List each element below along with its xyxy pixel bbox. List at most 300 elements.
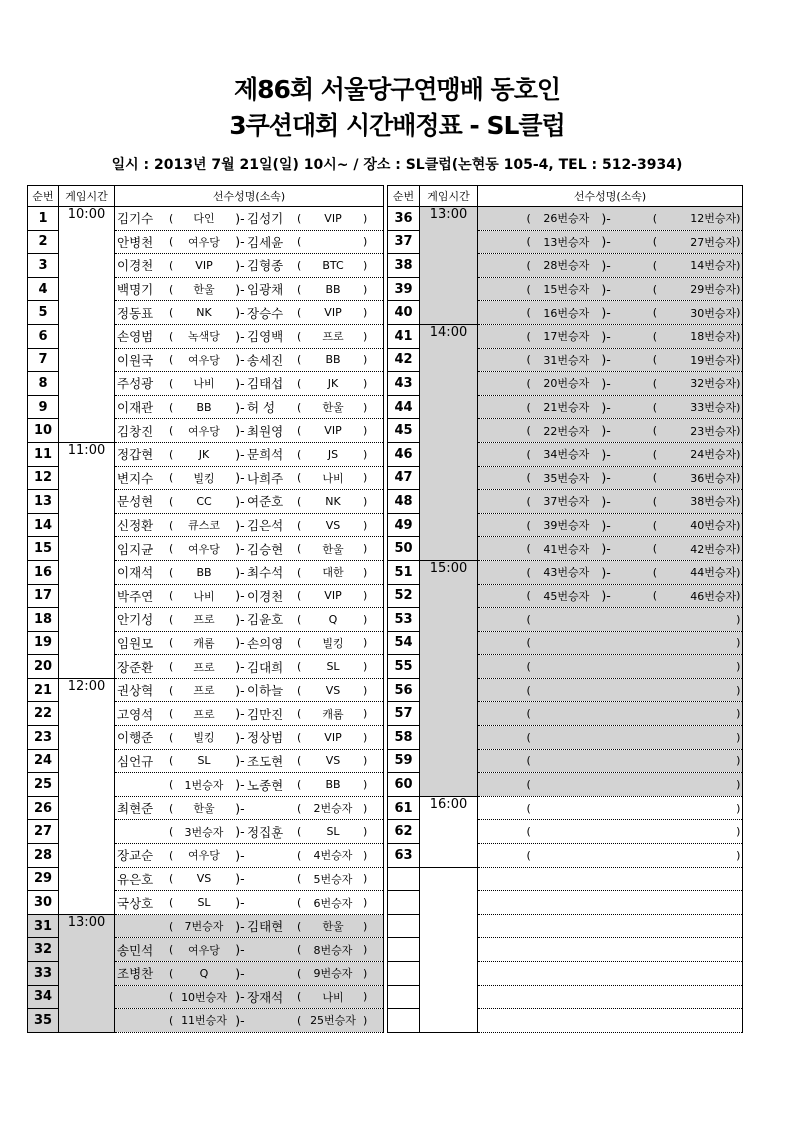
dash: )- <box>235 1012 245 1028</box>
paren-open: ( <box>297 707 302 721</box>
dash: )- <box>235 753 245 769</box>
paren-open: ( <box>297 801 302 815</box>
table-row <box>388 207 743 231</box>
players-line <box>478 301 742 324</box>
paren-close: ) <box>736 282 741 296</box>
player1-club: 여우당 <box>188 849 220 863</box>
players-cell <box>115 348 384 372</box>
players-cell <box>115 914 384 938</box>
player2-club: 12번승자 <box>690 212 737 226</box>
player1-club: 여우당 <box>188 235 220 249</box>
players-line <box>478 372 742 395</box>
match-number: 41 <box>388 324 420 348</box>
paren-open: ( <box>526 494 531 508</box>
table-row <box>28 678 384 702</box>
paren-close: ) <box>363 1013 368 1027</box>
match-number: 2 <box>28 230 59 254</box>
player2-club: 29번승자 <box>690 283 737 297</box>
paren-close: ) <box>736 211 741 225</box>
paren-close: ) <box>736 825 741 839</box>
player2-name: 정상범 <box>247 730 284 746</box>
player2-club: VIP <box>324 306 342 320</box>
paren-open: ( <box>169 919 174 933</box>
player1-name: 김창진 <box>117 423 154 439</box>
player1-club: 43번승자 <box>543 566 590 580</box>
player1-name: 임지균 <box>117 541 154 557</box>
paren-open: ( <box>526 424 531 438</box>
match-number: 46 <box>388 442 420 466</box>
player1-club: 프로 <box>193 707 215 721</box>
paren-close: ) <box>363 872 368 886</box>
paren-open: ( <box>297 778 302 792</box>
players-cell <box>478 442 743 466</box>
player1-club: 37번승자 <box>543 495 590 509</box>
match-number: 10 <box>28 419 59 443</box>
player1-club: 45번승자 <box>543 589 590 603</box>
player1-club: 캐롬 <box>193 636 215 650</box>
match-number: 63 <box>388 844 420 868</box>
paren-open: ( <box>526 376 531 390</box>
player2-name: 김태현 <box>247 919 284 935</box>
paren-close: ) <box>363 400 368 414</box>
dash: )- <box>601 564 611 580</box>
match-number: 47 <box>388 466 420 490</box>
paren-close: ) <box>363 848 368 862</box>
players-cell <box>478 207 743 231</box>
player2-club: SL <box>326 660 340 674</box>
players-cell <box>478 1009 743 1033</box>
players-cell <box>478 655 743 679</box>
match-number: 3 <box>28 254 59 278</box>
dash: )- <box>601 305 611 321</box>
players-cell <box>115 608 384 632</box>
player2-club: 빌킹 <box>322 636 344 650</box>
paren-open: ( <box>526 730 531 744</box>
players-line <box>115 868 383 891</box>
player1-name: 주성광 <box>117 376 154 392</box>
player2-name: 이하늘 <box>247 683 284 699</box>
dash: )- <box>235 375 245 391</box>
header-no: 순번 <box>388 186 420 207</box>
match-number: 48 <box>388 490 420 514</box>
paren-open: ( <box>526 612 531 626</box>
players-cell <box>115 1009 384 1033</box>
player2-club: 46번승자 <box>690 589 737 603</box>
paren-open: ( <box>297 329 302 343</box>
player2-club: VS <box>325 754 341 768</box>
paren-close: ) <box>736 329 741 343</box>
dash: )- <box>235 847 245 863</box>
paren-open: ( <box>652 258 657 272</box>
player2-club: 캐롬 <box>322 707 344 721</box>
header-row <box>388 186 743 207</box>
player2-club: 한울 <box>322 401 344 415</box>
paren-open: ( <box>297 282 302 296</box>
match-number: 15 <box>28 537 59 561</box>
player1-club: 여우당 <box>188 542 220 556</box>
paren-open: ( <box>652 542 657 556</box>
paren-open: ( <box>169 565 174 579</box>
match-number: 6 <box>28 324 59 348</box>
players-cell <box>115 490 384 514</box>
game-time: 16:00 <box>420 796 478 867</box>
match-number: 62 <box>388 820 420 844</box>
dash: )- <box>235 729 245 745</box>
player1-club: 여우당 <box>188 353 220 367</box>
title-line-2: 3쿠션대회 시간배정표 - SL클럽 <box>229 111 565 140</box>
players-cell <box>478 749 743 773</box>
match-number: 58 <box>388 726 420 750</box>
paren-open: ( <box>169 282 174 296</box>
players-line <box>115 962 383 985</box>
table-row <box>28 914 384 938</box>
paren-close: ) <box>736 542 741 556</box>
schedule-table-right <box>387 185 743 1033</box>
player1-name: 이원국 <box>117 352 154 368</box>
paren-close: ) <box>736 636 741 650</box>
dash: )- <box>601 234 611 250</box>
paren-open: ( <box>297 400 302 414</box>
players-line <box>115 278 383 301</box>
players-cell <box>478 702 743 726</box>
paren-close: ) <box>363 966 368 980</box>
paren-open: ( <box>169 376 174 390</box>
players-line <box>115 514 383 537</box>
player1-club: 7번승자 <box>184 920 224 934</box>
dash: )- <box>235 541 245 557</box>
player1-club: 10번승자 <box>181 990 227 1004</box>
players-line <box>478 702 742 725</box>
paren-open: ( <box>526 211 531 225</box>
paren-open: ( <box>297 872 302 886</box>
dash: )- <box>235 659 245 675</box>
players-cell <box>115 301 384 325</box>
player1-club: 17번승자 <box>543 330 590 344</box>
player2-name: 최수석 <box>247 565 284 581</box>
paren-open: ( <box>652 400 657 414</box>
player2-name: 정집훈 <box>247 824 284 840</box>
player2-name: 나희주 <box>247 470 284 486</box>
paren-open: ( <box>526 660 531 674</box>
players-line <box>478 726 742 749</box>
paren-close: ) <box>363 990 368 1004</box>
players-line <box>115 773 383 796</box>
match-number: 53 <box>388 608 420 632</box>
match-number: 13 <box>28 490 59 514</box>
players-line <box>478 231 742 254</box>
player1-name: 유은호 <box>117 871 154 887</box>
paren-open: ( <box>526 825 531 839</box>
player1-name: 백명기 <box>117 282 154 298</box>
paren-open: ( <box>526 848 531 862</box>
players-line <box>115 207 383 230</box>
player1-club: 31번승자 <box>543 353 590 367</box>
player2-club: 30번승자 <box>690 306 737 320</box>
players-cell <box>115 466 384 490</box>
dash: )- <box>235 777 245 793</box>
player1-club: JK <box>198 447 210 461</box>
player2-name: 노종현 <box>247 777 284 793</box>
players-line <box>115 820 383 843</box>
player1-club: 녹색당 <box>188 330 220 344</box>
paren-open: ( <box>169 660 174 674</box>
paren-close: ) <box>363 801 368 815</box>
players-cell <box>478 230 743 254</box>
table-row <box>388 324 743 348</box>
player1-club: 21번승자 <box>543 401 590 415</box>
game-time: 13:00 <box>59 914 115 1032</box>
paren-open: ( <box>652 424 657 438</box>
dash: )- <box>235 423 245 439</box>
paren-close: ) <box>736 376 741 390</box>
match-number <box>388 914 420 938</box>
player1-club: Q <box>199 966 209 980</box>
players-line <box>478 443 742 466</box>
players-cell <box>115 820 384 844</box>
match-number: 60 <box>388 773 420 797</box>
match-number: 59 <box>388 749 420 773</box>
dash: )- <box>601 493 611 509</box>
player1-name: 정동표 <box>117 305 154 321</box>
players-cell <box>478 796 743 820</box>
paren-open: ( <box>652 376 657 390</box>
match-number: 55 <box>388 655 420 679</box>
paren-open: ( <box>169 683 174 697</box>
players-cell <box>478 466 743 490</box>
match-number: 30 <box>28 891 59 915</box>
players-line <box>478 278 742 301</box>
match-number: 36 <box>388 207 420 231</box>
player2-name: 조도현 <box>247 753 284 769</box>
dash: )- <box>601 541 611 557</box>
paren-open: ( <box>169 353 174 367</box>
players-cell <box>115 891 384 915</box>
players-cell <box>115 726 384 750</box>
paren-close: ) <box>363 825 368 839</box>
paren-open: ( <box>169 896 174 910</box>
dash: )- <box>235 611 245 627</box>
player2-name: 장재석 <box>247 989 284 1005</box>
paren-open: ( <box>297 825 302 839</box>
players-cell <box>478 277 743 301</box>
match-number: 54 <box>388 631 420 655</box>
players-line <box>478 773 742 796</box>
player1-club: 13번승자 <box>543 235 590 249</box>
player2-club: VS <box>325 683 341 697</box>
paren-open: ( <box>169 235 174 249</box>
players-line <box>478 561 742 584</box>
paren-open: ( <box>169 636 174 650</box>
player1-club: 빌킹 <box>193 731 215 745</box>
player1-name: 손영범 <box>117 329 154 345</box>
paren-close: ) <box>736 730 741 744</box>
dash: )- <box>235 706 245 722</box>
match-number: 50 <box>388 537 420 561</box>
players-cell <box>478 608 743 632</box>
paren-open: ( <box>297 235 302 249</box>
dash: )- <box>235 800 245 816</box>
player1-club: SL <box>197 896 211 910</box>
players-cell <box>115 678 384 702</box>
player2-name: 김은석 <box>247 518 284 534</box>
paren-close: ) <box>363 683 368 697</box>
title-line-1: 제86회 서울당구연맹배 동호인 <box>234 75 560 104</box>
players-cell <box>115 560 384 584</box>
player2-name: 최원영 <box>247 423 284 439</box>
player1-club: SL <box>197 754 211 768</box>
paren-open: ( <box>526 518 531 532</box>
match-number: 44 <box>388 395 420 419</box>
dash: )- <box>601 423 611 439</box>
dash: )- <box>601 352 611 368</box>
player2-name: 손의영 <box>247 635 284 651</box>
match-number: 45 <box>388 419 420 443</box>
player1-name: 김기수 <box>117 211 154 227</box>
paren-open: ( <box>169 1013 174 1027</box>
match-number: 27 <box>28 820 59 844</box>
players-cell <box>115 395 384 419</box>
player2-club: 5번승자 <box>313 872 353 886</box>
paren-open: ( <box>652 353 657 367</box>
paren-open: ( <box>169 400 174 414</box>
player1-club: VIP <box>195 258 213 272</box>
players-cell <box>478 891 743 915</box>
paren-close: ) <box>363 943 368 957</box>
players-line <box>478 396 742 419</box>
paren-close: ) <box>363 660 368 674</box>
players-line <box>115 372 383 395</box>
paren-open: ( <box>297 589 302 603</box>
players-line <box>478 844 742 867</box>
players-cell <box>115 442 384 466</box>
paren-open: ( <box>297 353 302 367</box>
match-number: 37 <box>388 230 420 254</box>
players-cell <box>478 419 743 443</box>
dash: )- <box>235 989 245 1005</box>
paren-open: ( <box>297 848 302 862</box>
paren-close: ) <box>363 424 368 438</box>
players-cell <box>115 796 384 820</box>
match-number: 51 <box>388 560 420 584</box>
paren-open: ( <box>652 494 657 508</box>
player1-name: 안병천 <box>117 234 154 250</box>
players-cell <box>478 962 743 986</box>
player1-club: 1번승자 <box>184 778 224 792</box>
dash: )- <box>235 588 245 604</box>
player1-club: 여우당 <box>188 424 220 438</box>
players-cell <box>478 773 743 797</box>
paren-open: ( <box>169 848 174 862</box>
match-number <box>388 891 420 915</box>
player1-name: 최현준 <box>117 801 154 817</box>
dash: )- <box>601 328 611 344</box>
match-number: 24 <box>28 749 59 773</box>
paren-open: ( <box>526 353 531 367</box>
players-line <box>115 797 383 820</box>
players-line <box>115 655 383 678</box>
paren-open: ( <box>297 612 302 626</box>
player1-club: 39번승자 <box>543 519 590 533</box>
player1-club: 22번승자 <box>543 424 590 438</box>
paren-close: ) <box>363 235 368 249</box>
paren-open: ( <box>526 778 531 792</box>
player2-name: 김형종 <box>247 258 284 274</box>
dash: )- <box>235 564 245 580</box>
players-cell <box>115 254 384 278</box>
players-line <box>115 915 383 938</box>
paren-open: ( <box>297 542 302 556</box>
paren-open: ( <box>169 943 174 957</box>
paren-close: ) <box>736 660 741 674</box>
match-number: 11 <box>28 442 59 466</box>
paren-open: ( <box>297 1013 302 1027</box>
dash: )- <box>235 210 245 226</box>
player1-name: 변지수 <box>117 470 154 486</box>
paren-open: ( <box>297 211 302 225</box>
player1-name: 안기성 <box>117 612 154 628</box>
dash: )- <box>601 281 611 297</box>
match-number: 31 <box>28 914 59 938</box>
paren-open: ( <box>526 565 531 579</box>
players-line <box>115 443 383 466</box>
player1-club: 11번승자 <box>181 1014 227 1028</box>
players-cell <box>115 844 384 868</box>
player2-club: 40번승자 <box>690 519 737 533</box>
player2-club: 44번승자 <box>690 566 737 580</box>
player1-name: 이경천 <box>117 258 154 274</box>
players-line <box>478 632 742 655</box>
players-line <box>478 537 742 560</box>
paren-close: ) <box>363 589 368 603</box>
match-number: 57 <box>388 702 420 726</box>
player1-club: BB <box>196 565 212 579</box>
players-cell <box>478 985 743 1009</box>
paren-close: ) <box>736 447 741 461</box>
player1-name: 조병찬 <box>117 966 154 982</box>
paren-close: ) <box>363 919 368 933</box>
paren-open: ( <box>652 565 657 579</box>
player2-club: 36번승자 <box>690 471 737 485</box>
paren-close: ) <box>736 801 741 815</box>
player2-name: 김만진 <box>247 706 284 722</box>
player2-club: 4번승자 <box>313 849 353 863</box>
player2-name: 김승현 <box>247 541 284 557</box>
player2-club: VIP <box>324 211 342 225</box>
paren-open: ( <box>297 896 302 910</box>
players-line <box>115 608 383 631</box>
player2-club: VS <box>325 518 341 532</box>
player2-name: 김대희 <box>247 659 284 675</box>
players-line <box>478 490 742 513</box>
players-line <box>115 726 383 749</box>
match-number: 33 <box>28 962 59 986</box>
players-cell <box>478 914 743 938</box>
dash: )- <box>601 375 611 391</box>
paren-close: ) <box>736 353 741 367</box>
paren-open: ( <box>297 447 302 461</box>
player1-name: 송민석 <box>117 942 154 958</box>
match-number: 4 <box>28 277 59 301</box>
players-cell <box>478 820 743 844</box>
match-number: 42 <box>388 348 420 372</box>
paren-open: ( <box>169 542 174 556</box>
paren-open: ( <box>297 565 302 579</box>
paren-open: ( <box>169 589 174 603</box>
dash: )- <box>235 281 245 297</box>
paren-open: ( <box>169 966 174 980</box>
players-line <box>478 254 742 277</box>
paren-close: ) <box>363 542 368 556</box>
